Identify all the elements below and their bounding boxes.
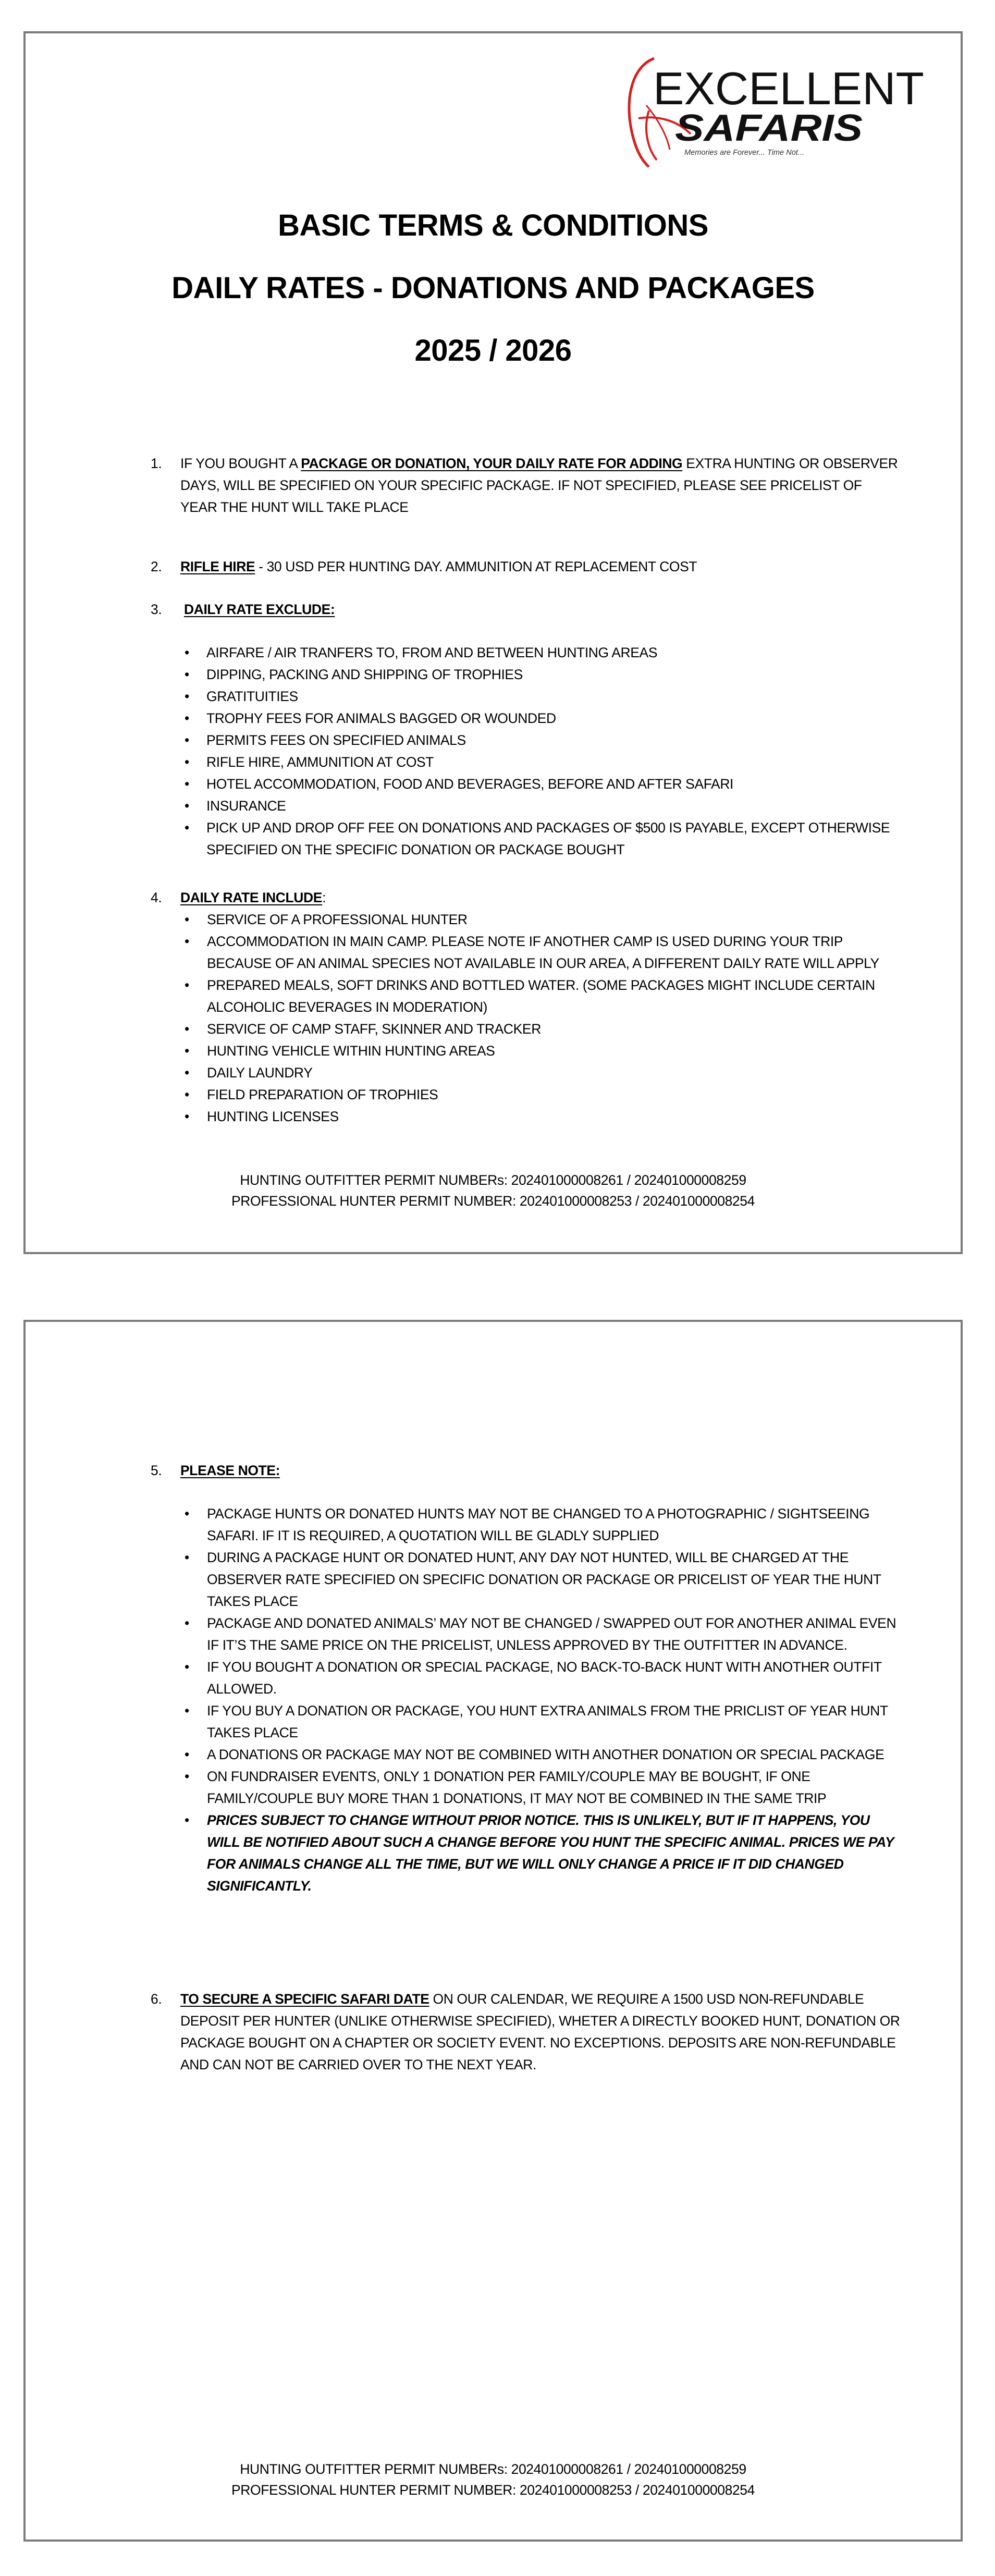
list-item-text: IF YOU BOUGHT A DONATION OR SPECIAL PACKAGE, NO BACK-TO-BACK HUNT WITH ANOTHER OUTFIT ALLOWED. xyxy=(207,1659,882,1697)
list-item-text: DIPPING, PACKING AND SHIPPING OF TROPHIES xyxy=(206,667,523,682)
list-item-text: PACKAGE AND DONATED ANIMALS’ MAY NOT BE CHANGED / SWAPPED OUT FOR ANOTHER ANIMAL EVEN IF IT’S THE SAME PRICE ON THE PRICELIST, UNLESS APPROVED BY THE OUTFITTER IN ADVANCE. xyxy=(207,1615,896,1653)
document-page-1 xyxy=(23,31,963,1254)
list-item xyxy=(151,930,901,974)
bullet-icon: • xyxy=(185,689,189,704)
list-item xyxy=(151,1744,901,1765)
professional-hunter-permit-number: PROFESSIONAL HUNTER PERMIT NUMBER: 202401000008253 / 202401000008254 xyxy=(231,2482,755,2498)
list-item-text: PERMITS FEES ON SPECIFIED ANIMALS xyxy=(206,732,466,748)
list-item-text: PREPARED MEALS, SOFT DRINKS AND BOTTLED WATER. (SOME PACKAGES MIGHT INCLUDE CERTAIN ALCOHOLIC BEVERAGES IN MODERATION) xyxy=(207,977,875,1015)
item-heading: DAILY RATE EXCLUDE: xyxy=(184,602,335,617)
list-item xyxy=(151,751,901,773)
term-item-3 xyxy=(151,598,901,620)
item-heading: RIFLE HIRE xyxy=(180,559,255,574)
bullet-icon: • xyxy=(185,776,189,792)
list-item-text: GRATITUITIES xyxy=(206,689,298,704)
list-item-emphasized xyxy=(151,1809,901,1897)
professional-hunter-permit-number: PROFESSIONAL HUNTER PERMIT NUMBER: 202401000008253 / 202401000008254 xyxy=(231,1193,755,1209)
company-logo xyxy=(618,48,930,168)
logo-word-excellent: EXCELLENT xyxy=(653,63,924,114)
bullet-icon: • xyxy=(185,1109,189,1124)
page-year: 2025 / 2026 xyxy=(414,334,572,367)
list-item-text: FIELD PREPARATION OF TROPHIES xyxy=(207,1087,438,1102)
list-item-text: IF YOU BUY A DONATION OR PACKAGE, YOU HUNT EXTRA ANIMALS FROM THE PRICLIST OF YEAR HUNT TAKES PLACE xyxy=(207,1703,888,1740)
list-item xyxy=(151,1503,901,1547)
list-item-text: ON FUNDRAISER EVENTS, ONLY 1 DONATION PER FAMILY/COUPLE MAY BE BOUGHT, IF ONE FAMILY/COUPLE BUY MORE THAN 1 DONATIONS, IT MAY NOT BE COMBINED IN THE SAME TRIP xyxy=(207,1769,827,1806)
list-item-text: A DONATIONS OR PACKAGE MAY NOT BE COMBINED WITH ANOTHER DONATION OR SPECIAL PACKAGE xyxy=(207,1747,885,1762)
list-item xyxy=(151,729,901,751)
exclude-list xyxy=(151,642,901,861)
bullet-icon: • xyxy=(185,912,189,927)
bullet-icon: • xyxy=(185,1087,189,1102)
list-item-text: DAILY LAUNDRY xyxy=(207,1065,313,1081)
list-item xyxy=(151,817,901,861)
bullet-icon: • xyxy=(185,710,189,726)
bullet-icon: • xyxy=(185,977,189,993)
item-number: 3. xyxy=(151,602,162,617)
list-item xyxy=(151,642,901,664)
list-item xyxy=(151,1018,901,1040)
bullet-icon: • xyxy=(185,1615,189,1631)
list-item-text: SERVICE OF CAMP STAFF, SKINNER AND TRACKER xyxy=(207,1021,541,1037)
list-item-text: AIRFARE / AIR TRANFERS TO, FROM AND BETWEEN HUNTING AREAS xyxy=(206,645,658,660)
item-heading: DAILY RATE INCLUDE xyxy=(180,890,323,905)
list-item xyxy=(151,795,901,817)
item-text: - 30 USD PER HUNTING DAY. AMMUNITION AT REPLACEMENT COST xyxy=(255,559,697,574)
bullet-icon: • xyxy=(185,820,189,836)
list-item xyxy=(151,1040,901,1062)
bullet-icon: • xyxy=(185,754,189,770)
item-text: ON OUR CALENDAR, WE REQUIRE A 1500 USD NON-REFUNDABLE DEPOSIT PER HUNTER (UNLIKE OTHERWISE SPECIFIED), WHETER A DIRECTLY BOOKED HUNT, DONATION OR PACKAGE BOUGHT ON A CHAPTER OR SOCIETY EVENT. NO EXCEPTIONS. DEPOSITS ARE NON-REFUNDABLE AND CAN NOT BE CARRIED OVER TO THE NEXT YEAR. xyxy=(180,1991,900,2072)
item-heading: PACKAGE OR DONATION, YOUR DAILY RATE FOR ADDING xyxy=(301,456,683,471)
list-item xyxy=(151,909,901,930)
bullet-icon: • xyxy=(185,1703,189,1719)
item-text: IF YOU BOUGHT A xyxy=(180,456,301,471)
list-item-text: PICK UP AND DROP OFF FEE ON DONATIONS AND PACKAGES OF $500 IS PAYABLE, EXCEPT OTHERWISE SPECIFIED ON THE SPECIFIC DONATION OR PACKAGE BOUGHT xyxy=(206,820,890,857)
list-item xyxy=(151,685,901,707)
page-title: BASIC TERMS & CONDITIONS xyxy=(278,208,708,242)
list-item xyxy=(151,974,901,1018)
item-number: 2. xyxy=(151,559,162,574)
item-number: 1. xyxy=(151,456,162,471)
bullet-icon: • xyxy=(185,1769,189,1784)
list-item-text: TROPHY FEES FOR ANIMALS BAGGED OR WOUNDED xyxy=(206,710,556,726)
bullet-icon: • xyxy=(185,1043,189,1059)
list-item-text: RIFLE HIRE, AMMUNITION AT COST xyxy=(206,754,434,770)
bullet-icon: • xyxy=(185,645,189,660)
logo-tagline: Memories are Forever... Time Not... xyxy=(684,148,804,157)
list-item xyxy=(151,1765,901,1809)
item-text: : xyxy=(322,890,326,905)
list-item-text: HUNTING LICENSES xyxy=(207,1109,339,1124)
list-item-text: HOTEL ACCOMMODATION, FOOD AND BEVERAGES, BEFORE AND AFTER SAFARI xyxy=(206,776,734,792)
bullet-icon: • xyxy=(185,1747,189,1762)
document-page-2 xyxy=(23,1320,963,2542)
list-item xyxy=(151,664,901,685)
term-item-2 xyxy=(151,556,901,578)
item-heading: PLEASE NOTE: xyxy=(180,1463,280,1478)
list-item-text: SERVICE OF A PROFESSIONAL HUNTER xyxy=(207,912,468,927)
item-number: 5. xyxy=(151,1463,162,1478)
list-item xyxy=(151,1062,901,1084)
outfitter-permit-numbers: HUNTING OUTFITTER PERMIT NUMBERs: 202401000008261 / 202401000008259 xyxy=(240,2461,746,2477)
bullet-icon: • xyxy=(185,1812,189,1828)
bullet-icon: • xyxy=(185,1065,189,1081)
bullet-icon: • xyxy=(185,1550,189,1565)
item-number: 6. xyxy=(151,1991,162,2007)
bullet-icon: • xyxy=(185,732,189,748)
term-item-6 xyxy=(151,1988,901,2076)
list-item xyxy=(151,1084,901,1106)
outfitter-permit-numbers: HUNTING OUTFITTER PERMIT NUMBERs: 202401000008261 / 202401000008259 xyxy=(240,1172,746,1188)
price-change-notice: PRICES SUBJECT TO CHANGE WITHOUT PRIOR NOTICE. THIS IS UNLIKELY, BUT IF IT HAPPENS, YOU WILL BE NOTIFIED ABOUT SUCH A CHANGE BEFORE YOU HUNT THE SPECIFIC ANIMAL. PRICES WE PAY FOR ANIMALS CHANGE ALL THE TIME, BUT WE WILL ONLY CHANGE A PRICE IF IT DID CHANGED SIGNIFICANTLY. xyxy=(207,1812,894,1894)
list-item-text: DURING A PACKAGE HUNT OR DONATED HUNT, ANY DAY NOT HUNTED, WILL BE CHARGED AT THE OBSERVER RATE SPECIFIED ON SPECIFIC DONATION OR PACKAGE OR PRICELIST OF YEAR THE HUNT TAKES PLACE xyxy=(207,1550,881,1609)
list-item xyxy=(151,707,901,729)
item-heading: TO SECURE A SPECIFIC SAFARI DATE xyxy=(180,1991,429,2007)
list-item xyxy=(151,1612,901,1656)
term-item-1 xyxy=(151,452,901,518)
logo-graphic xyxy=(618,48,930,168)
list-item-text: ACCOMMODATION IN MAIN CAMP. PLEASE NOTE IF ANOTHER CAMP IS USED DURING YOUR TRIP BECAUSE OF AN ANIMAL SPECIES NOT AVAILABLE IN OUR AREA, A DIFFERENT DAILY RATE WILL APPLY xyxy=(207,934,879,971)
note-list xyxy=(151,1503,901,1897)
bullet-icon: • xyxy=(185,1506,189,1522)
bullet-icon: • xyxy=(185,798,189,814)
bullet-icon: • xyxy=(185,1659,189,1675)
term-item-4 xyxy=(151,887,901,1127)
list-item-text: HUNTING VEHICLE WITHIN HUNTING AREAS xyxy=(207,1043,495,1059)
logo-word-safaris: SAFARIS xyxy=(675,107,863,149)
list-item-text: PACKAGE HUNTS OR DONATED HUNTS MAY NOT BE CHANGED TO A PHOTOGRAPHIC / SIGHTSEEING SAFARI. IF IT IS REQUIRED, A QUOTATION WILL BE GLADLY SUPPLIED xyxy=(207,1506,870,1543)
list-item xyxy=(151,1106,901,1127)
item-text: EXTRA HUNTING OR OBSERVER DAYS, WILL BE SPECIFIED ON YOUR SPECIFIC PACKAGE. IF NOT SPECIFIED, PLEASE SEE PRICELIST OF YEAR THE HUNT WILL TAKE PLACE xyxy=(180,456,898,515)
bullet-icon: • xyxy=(185,1021,189,1037)
list-item xyxy=(151,1547,901,1612)
bullet-icon: • xyxy=(185,667,189,682)
list-item xyxy=(151,773,901,795)
list-item xyxy=(151,1656,901,1700)
term-item-5 xyxy=(151,1459,901,1481)
item-number: 4. xyxy=(151,890,162,905)
list-item xyxy=(151,1700,901,1744)
page-subtitle: DAILY RATES - DONATIONS AND PACKAGES xyxy=(171,271,815,305)
list-item-text: INSURANCE xyxy=(206,798,286,814)
bullet-icon: • xyxy=(185,934,189,949)
